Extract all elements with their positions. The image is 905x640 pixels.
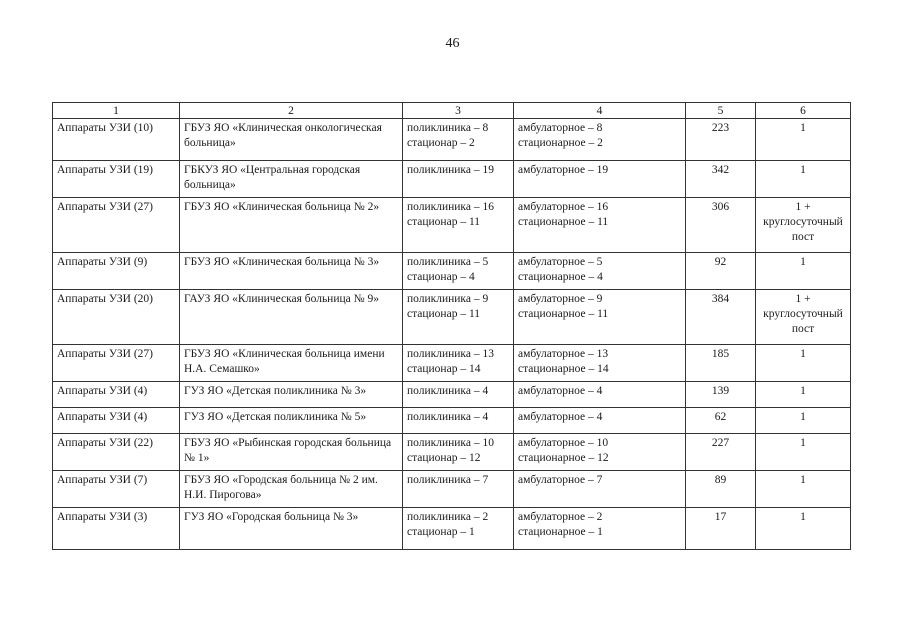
care-type-cell-line: амбулаторное – 13 xyxy=(518,348,609,360)
organization-cell: ГБУЗ ЯО «Клиническая больница № 2» xyxy=(180,198,403,253)
device-cell: Аппараты УЗИ (10) xyxy=(53,119,180,161)
header-cell-1: 1 xyxy=(53,103,180,119)
staff-cell-line: 1 xyxy=(800,122,806,134)
staff-cell xyxy=(756,408,851,434)
location-cell xyxy=(403,253,514,290)
count-cell: 342 xyxy=(686,161,756,198)
care-type-cell xyxy=(514,198,686,253)
device-cell: Аппараты УЗИ (4) xyxy=(53,408,180,434)
header-cell-5: 5 xyxy=(686,103,756,119)
staff-cell-line: 1 xyxy=(800,511,806,523)
care-type-cell xyxy=(514,253,686,290)
device-cell: Аппараты УЗИ (27) xyxy=(53,198,180,253)
location-cell-line: поликлиника – 2 xyxy=(407,511,489,523)
count-cell: 62 xyxy=(686,408,756,434)
staff-cell-line: 1 xyxy=(800,385,806,397)
location-cell-line: стационар – 1 xyxy=(407,526,475,538)
staff-cell-line: пост xyxy=(791,323,815,335)
count-cell: 139 xyxy=(686,382,756,408)
care-type-cell-line: стационарное – 4 xyxy=(518,271,603,283)
staff-cell xyxy=(756,471,851,508)
care-type-cell xyxy=(514,119,686,161)
table-header xyxy=(53,103,851,119)
table-row xyxy=(53,471,851,508)
care-type-cell-line: амбулаторное – 16 xyxy=(518,201,609,213)
care-type-cell xyxy=(514,508,686,550)
device-cell: Аппараты УЗИ (7) xyxy=(53,471,180,508)
organization-cell: ГБУЗ ЯО «Клиническая больница № 3» xyxy=(180,253,403,290)
count-cell: 17 xyxy=(686,508,756,550)
care-type-cell-line: амбулаторное – 19 xyxy=(518,164,609,176)
table-row xyxy=(53,290,851,345)
staff-cell-line: 1 xyxy=(800,256,806,268)
table-row xyxy=(53,508,851,550)
count-cell: 227 xyxy=(686,434,756,471)
staff-cell-line: 1 xyxy=(800,437,806,449)
table-body xyxy=(53,119,851,550)
care-type-cell xyxy=(514,408,686,434)
location-cell xyxy=(403,434,514,471)
count-cell: 92 xyxy=(686,253,756,290)
table-row xyxy=(53,253,851,290)
staff-cell xyxy=(756,434,851,471)
location-cell-line: поликлиника – 4 xyxy=(407,385,489,397)
care-type-cell-line: стационарное – 11 xyxy=(518,216,609,228)
device-cell: Аппараты УЗИ (3) xyxy=(53,508,180,550)
location-cell-line: поликлиника – 13 xyxy=(407,348,494,360)
staff-cell xyxy=(756,508,851,550)
table-row xyxy=(53,119,851,161)
header-cell-3: 3 xyxy=(403,103,514,119)
location-cell xyxy=(403,345,514,382)
table-row xyxy=(53,382,851,408)
location-cell xyxy=(403,198,514,253)
location-cell xyxy=(403,161,514,198)
staff-cell-line: круглосуточный xyxy=(763,216,843,228)
table-row xyxy=(53,434,851,471)
care-type-cell xyxy=(514,471,686,508)
location-cell-line: поликлиника – 4 xyxy=(407,411,489,423)
care-type-cell-line: амбулаторное – 9 xyxy=(518,293,603,305)
device-cell: Аппараты УЗИ (19) xyxy=(53,161,180,198)
care-type-cell-line: стационарное – 1 xyxy=(518,526,603,538)
staff-cell-line: 1 xyxy=(800,164,806,176)
care-type-cell-line: амбулаторное – 2 xyxy=(518,511,603,523)
page-number: 46 xyxy=(445,36,460,51)
organization-cell: ГБУЗ ЯО «Рыбинская городская больница № 1» xyxy=(180,434,403,471)
location-cell-line: стационар – 11 xyxy=(407,308,481,320)
location-cell-line: стационар – 12 xyxy=(407,452,481,464)
location-cell-line: поликлиника – 10 xyxy=(407,437,494,449)
table-row xyxy=(53,198,851,253)
table-row xyxy=(53,161,851,198)
care-type-cell-line: амбулаторное – 7 xyxy=(518,474,603,486)
count-cell: 306 xyxy=(686,198,756,253)
care-type-cell-line: амбулаторное – 10 xyxy=(518,437,609,449)
care-type-cell-line: стационарное – 11 xyxy=(518,308,609,320)
location-cell-line: поликлиника – 7 xyxy=(407,474,489,486)
care-type-cell xyxy=(514,290,686,345)
location-cell-line: стационар – 14 xyxy=(407,363,481,375)
staff-cell xyxy=(756,345,851,382)
care-type-cell-line: стационарное – 12 xyxy=(518,452,609,464)
care-type-cell xyxy=(514,345,686,382)
location-cell-line: стационар – 2 xyxy=(407,137,475,149)
organization-cell: ГУЗ ЯО «Детская поликлиника № 5» xyxy=(180,408,403,434)
table-row xyxy=(53,408,851,434)
staff-cell xyxy=(756,198,851,253)
staff-cell xyxy=(756,161,851,198)
device-cell: Аппараты УЗИ (20) xyxy=(53,290,180,345)
location-cell-line: стационар – 11 xyxy=(407,216,481,228)
device-cell: Аппараты УЗИ (9) xyxy=(53,253,180,290)
staff-cell xyxy=(756,253,851,290)
organization-cell: ГБУЗ ЯО «Клиническая онкологическая больница» xyxy=(180,119,403,161)
care-type-cell xyxy=(514,434,686,471)
care-type-cell xyxy=(514,382,686,408)
device-cell: Аппараты УЗИ (22) xyxy=(53,434,180,471)
organization-cell: ГУЗ ЯО «Городская больница № 3» xyxy=(180,508,403,550)
location-cell xyxy=(403,119,514,161)
count-cell: 89 xyxy=(686,471,756,508)
location-cell xyxy=(403,408,514,434)
location-cell-line: поликлиника – 8 xyxy=(407,122,489,134)
location-cell-line: поликлиника – 9 xyxy=(407,293,489,305)
staff-cell-line: круглосуточный xyxy=(763,308,843,320)
header-cell-2: 2 xyxy=(180,103,403,119)
staff-cell-line: пост xyxy=(791,231,815,243)
staff-cell-line: 1 xyxy=(800,411,806,423)
location-cell-line: поликлиника – 16 xyxy=(407,201,494,213)
header-row xyxy=(53,103,851,119)
count-cell: 185 xyxy=(686,345,756,382)
staff-cell-line: 1 xyxy=(800,474,806,486)
care-type-cell-line: амбулаторное – 8 xyxy=(518,122,603,134)
organization-cell: ГБУЗ ЯО «Городская больница № 2 им. Н.И. Пирогова» xyxy=(180,471,403,508)
organization-cell: ГБУЗ ЯО «Клиническая больница имени Н.А. Семашко» xyxy=(180,345,403,382)
device-cell: Аппараты УЗИ (27) xyxy=(53,345,180,382)
care-type-cell-line: амбулаторное – 4 xyxy=(518,385,603,397)
device-cell: Аппараты УЗИ (4) xyxy=(53,382,180,408)
organization-cell: ГБКУЗ ЯО «Центральная городская больница» xyxy=(180,161,403,198)
count-cell: 384 xyxy=(686,290,756,345)
staff-cell-line: 1 + xyxy=(795,293,811,305)
location-cell-line: поликлиника – 5 xyxy=(407,256,489,268)
table-row xyxy=(53,345,851,382)
header-cell-6: 6 xyxy=(756,103,851,119)
staff-cell xyxy=(756,382,851,408)
staff-cell-line: 1 xyxy=(800,348,806,360)
location-cell xyxy=(403,471,514,508)
location-cell xyxy=(403,290,514,345)
staff-cell xyxy=(756,119,851,161)
organization-cell: ГУЗ ЯО «Детская поликлиника № 3» xyxy=(180,382,403,408)
organization-cell: ГАУЗ ЯО «Клиническая больница № 9» xyxy=(180,290,403,345)
equipment-table xyxy=(52,102,851,550)
staff-cell-line: 1 + xyxy=(795,201,811,213)
location-cell-line: поликлиника – 19 xyxy=(407,164,494,176)
care-type-cell-line: стационарное – 2 xyxy=(518,137,603,149)
care-type-cell xyxy=(514,161,686,198)
care-type-cell-line: стационарное – 14 xyxy=(518,363,609,375)
staff-cell xyxy=(756,290,851,345)
location-cell-line: стационар – 4 xyxy=(407,271,475,283)
care-type-cell-line: амбулаторное – 4 xyxy=(518,411,603,423)
count-cell: 223 xyxy=(686,119,756,161)
header-cell-4: 4 xyxy=(514,103,686,119)
location-cell xyxy=(403,382,514,408)
care-type-cell-line: амбулаторное – 5 xyxy=(518,256,603,268)
location-cell xyxy=(403,508,514,550)
